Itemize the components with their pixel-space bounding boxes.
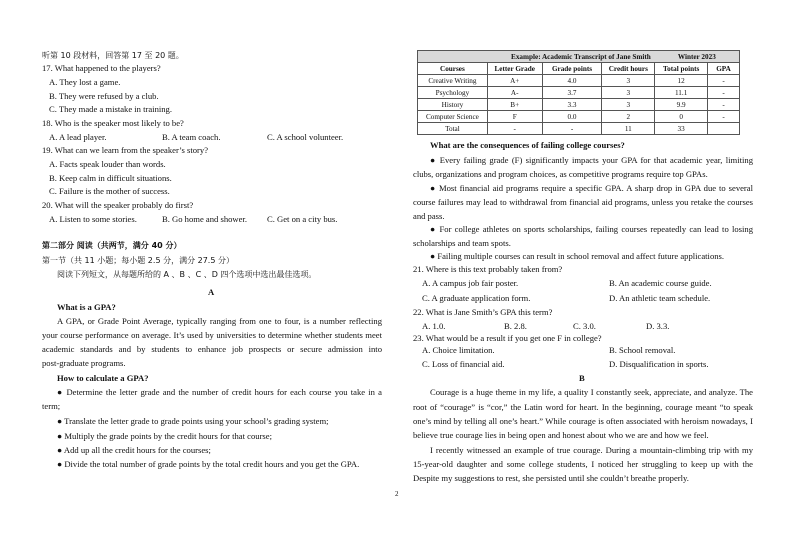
cell: - bbox=[708, 99, 740, 111]
option-21a: A. A campus job fair poster. bbox=[422, 278, 519, 288]
cell: - bbox=[708, 75, 740, 87]
option-22d: D. 3.3. bbox=[646, 321, 670, 331]
question-22: 22. What is Jane Smith’s GPA this term? bbox=[413, 307, 553, 317]
bullet-item: ● Most financial aid programs require a specific GPA. A sharp drop in GPA due to several bbox=[430, 183, 753, 193]
paragraph-line: Despite my suggestions to rest, she persisted until she couldn’t breathe properly. bbox=[413, 473, 689, 483]
question-18: 18. Who is the speaker most likely to be? bbox=[42, 118, 184, 128]
cell: 3.3 bbox=[542, 99, 602, 111]
paragraph-line: A GPA, or Grade Point Average, typically ranging from one to four, is a number reflecting bbox=[57, 316, 382, 326]
passage-a-label: A bbox=[208, 287, 215, 297]
question-19: 19. What can we learn from the speaker’s story? bbox=[42, 145, 209, 155]
cell: 0 bbox=[655, 111, 708, 123]
option-18c: C. A school volunteer. bbox=[267, 132, 344, 142]
transcript-table bbox=[417, 50, 740, 135]
paragraph-line: your course performance on average. It’s used by universities to determine whether students meet bbox=[42, 330, 382, 340]
option-22b: B. 2.8. bbox=[504, 321, 527, 331]
option-21b: B. An academic course guide. bbox=[609, 278, 712, 288]
table-title: Example: Academic Transcript of Jane Smith bbox=[418, 51, 655, 63]
column-header: GPA bbox=[708, 63, 740, 75]
reading-instruction: 阅读下列短文，从每题所给的 A 、B 、C 、D 四个选项中选出最佳选项。 bbox=[57, 270, 317, 279]
bullet-item: ● For college athletes on sports scholarships, failing courses repeatedly can lead to losing bbox=[430, 224, 753, 234]
option-23d: D. Disqualification in sports. bbox=[609, 359, 709, 369]
table-row bbox=[418, 111, 740, 123]
column-header: Total points bbox=[655, 63, 708, 75]
bullet-item: course failures may lead to withdrawal from financial aid programs, unless you retake the courses bbox=[413, 197, 753, 207]
listening-instruction: 听第 10 段材料，回答第 17 至 20 题。 bbox=[42, 51, 184, 60]
table-term: Winter 2023 bbox=[655, 51, 740, 63]
bullet-item: scholarships and team spots. bbox=[413, 238, 511, 248]
option-19c: C. Failure is the mother of success. bbox=[49, 186, 170, 196]
paragraph-line: post-graduate programs. bbox=[42, 358, 126, 368]
cell: - bbox=[542, 123, 602, 135]
passage-b-label: B bbox=[579, 373, 585, 383]
option-22c: C. 3.0. bbox=[573, 321, 596, 331]
question-21: 21. Where is this text probably taken from? bbox=[413, 264, 563, 274]
cell: A- bbox=[487, 87, 542, 99]
paragraph-line: I recently witnessed an example of true courage. During a mountain-climbing trip with my bbox=[430, 445, 753, 455]
cell: - bbox=[487, 123, 542, 135]
option-18b: B. A team coach. bbox=[162, 132, 221, 142]
paragraph-line: one’s mind by telling all one’s heart.” While courage is often associated with heroism nowadays, I bbox=[413, 416, 753, 426]
option-20c: C. Get on a city bus. bbox=[267, 214, 338, 224]
cell bbox=[708, 123, 740, 135]
cell: 11.1 bbox=[655, 87, 708, 99]
cell: 33 bbox=[655, 123, 708, 135]
cell: 4.0 bbox=[542, 75, 602, 87]
page-number: 2 bbox=[395, 490, 399, 498]
table-row bbox=[418, 123, 740, 135]
bullet-item: ● Failing multiple courses can result in school removal and affect future applications. bbox=[430, 251, 725, 261]
cell: 2 bbox=[602, 111, 655, 123]
question-23: 23. What would be a result if you get one F in college? bbox=[413, 333, 602, 343]
option-23a: A. Choice limitation. bbox=[422, 345, 495, 355]
cell: 0.0 bbox=[542, 111, 602, 123]
part-two-heading: 第二部分 阅读（共两节，满分 40 分） bbox=[42, 241, 182, 250]
cell: Psychology bbox=[418, 87, 488, 99]
cell: 3 bbox=[602, 75, 655, 87]
bullet-item: ● Add up all the credit hours for the courses; bbox=[57, 445, 211, 455]
paragraph-line: root of “courage” is “cor,” the Latin word for heart. In the beginning, courage meant “to speak bbox=[413, 402, 753, 412]
option-17c: C. They made a mistake in training. bbox=[49, 104, 172, 114]
question-20: 20. What will the speaker probably do first? bbox=[42, 200, 194, 210]
cell: 3.7 bbox=[542, 87, 602, 99]
column-header: Grade points bbox=[542, 63, 602, 75]
cell: Total bbox=[418, 123, 488, 135]
cell: 12 bbox=[655, 75, 708, 87]
cell: A+ bbox=[487, 75, 542, 87]
table-row bbox=[418, 87, 740, 99]
cell: F bbox=[487, 111, 542, 123]
cell: 11 bbox=[602, 123, 655, 135]
paragraph-line: believe true courage lies in being open and honest about who we are and how we feel. bbox=[413, 430, 709, 440]
option-22a: A. 1.0. bbox=[422, 321, 446, 331]
paragraph-line: academic standards and by students to enhance job prospects or secure admission into bbox=[42, 344, 382, 354]
option-19a: A. Facts speak louder than words. bbox=[49, 159, 166, 169]
option-23b: B. School removal. bbox=[609, 345, 676, 355]
table-row bbox=[418, 75, 740, 87]
bullet-item: ● Determine the letter grade and the number of credit hours for each course you take in a bbox=[57, 387, 382, 397]
cell: - bbox=[708, 111, 740, 123]
bullet-item: and pass. bbox=[413, 211, 445, 221]
column-header: Courses bbox=[418, 63, 488, 75]
option-17b: B. They were refused by a club. bbox=[49, 91, 159, 101]
paragraph-line: 15-year-old daughter and some college students, I noticed her struggling to keep up with the bbox=[413, 459, 753, 469]
question-17: 17. What happened to the players? bbox=[42, 63, 161, 73]
option-21c: C. A graduate application form. bbox=[422, 293, 531, 303]
option-20b: B. Go home and shower. bbox=[162, 214, 247, 224]
table-row bbox=[418, 99, 740, 111]
cell: History bbox=[418, 99, 488, 111]
section-one-heading: 第一节（共 11 小题；每小题 2.5 分，满分 27.5 分） bbox=[42, 256, 234, 265]
bullet-item: term; bbox=[42, 401, 61, 411]
consequences-heading: What are the consequences of failing college courses? bbox=[430, 140, 625, 150]
option-23c: C. Loss of financial aid. bbox=[422, 359, 505, 369]
option-21d: D. An athletic team schedule. bbox=[609, 293, 711, 303]
column-header: Credit hours bbox=[602, 63, 655, 75]
cell: B+ bbox=[487, 99, 542, 111]
bullet-item: ● Translate the letter grade to grade points using your school’s grading system; bbox=[57, 416, 329, 426]
bullet-item: clubs, organizations and program choices, as competitive programs require top GPAs. bbox=[413, 169, 708, 179]
calculate-heading: How to calculate a GPA? bbox=[57, 373, 149, 383]
bullet-item: ● Multiply the grade points by the credit hours for that course; bbox=[57, 431, 272, 441]
cell: 9.9 bbox=[655, 99, 708, 111]
bullet-item: ● Divide the total number of grade points by the total credit hours and you get the GPA. bbox=[57, 459, 360, 469]
cell: 3 bbox=[602, 87, 655, 99]
option-17a: A. They lost a game. bbox=[49, 77, 121, 87]
cell: Creative Writing bbox=[418, 75, 488, 87]
cell: 3 bbox=[602, 99, 655, 111]
cell: Computer Science bbox=[418, 111, 488, 123]
option-19b: B. Keep calm in difficult situations. bbox=[49, 173, 172, 183]
option-18a: A. A lead player. bbox=[49, 132, 107, 142]
bullet-item: ● Every failing grade (F) significantly impacts your GPA for that academic year, limiting bbox=[430, 155, 753, 165]
paragraph-line: Courage is a huge theme in my life, a quality I constantly seek, appreciate, and analyze. The bbox=[430, 387, 753, 397]
column-header: Letter Grade bbox=[487, 63, 542, 75]
option-20a: A. Listen to some stories. bbox=[49, 214, 137, 224]
cell: - bbox=[708, 87, 740, 99]
gpa-heading: What is a GPA? bbox=[57, 302, 116, 312]
